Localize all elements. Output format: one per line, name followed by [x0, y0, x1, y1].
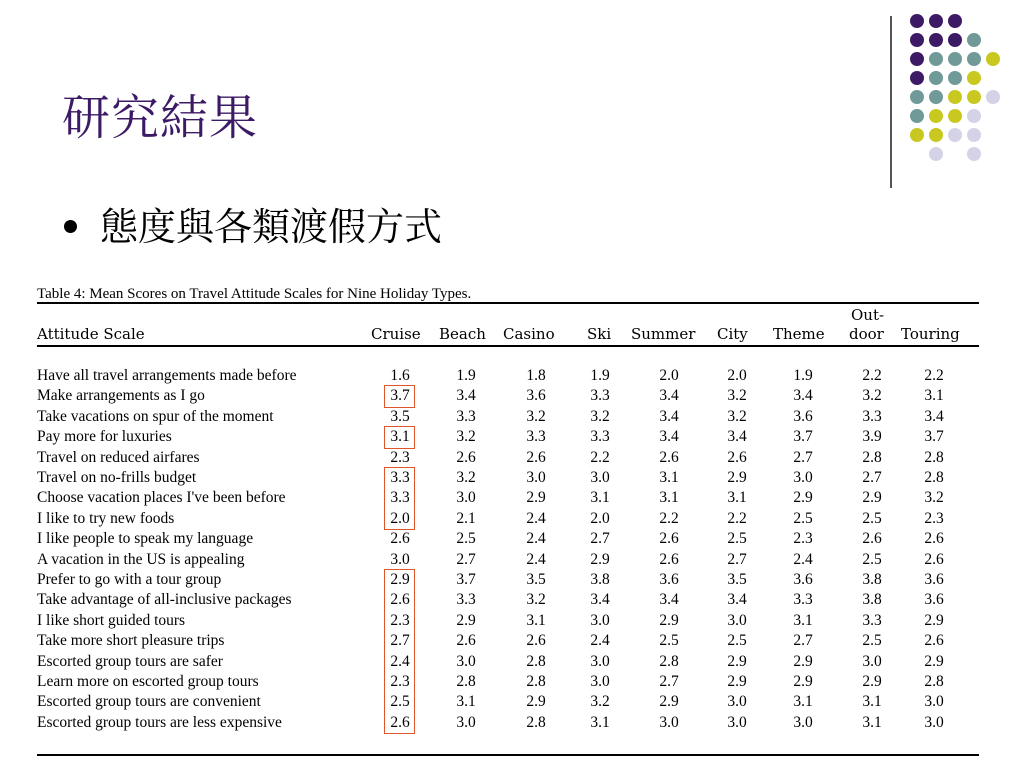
score-cell: 2.9 [793, 489, 813, 507]
score-cell: 3.2 [456, 469, 476, 486]
table-row [37, 386, 979, 406]
score-cell: 2.9 [390, 571, 410, 588]
score-cell: 2.3 [793, 530, 813, 548]
score-cell: 2.6 [456, 448, 476, 466]
score-cell: 2.5 [659, 632, 679, 650]
decorative-dot [929, 90, 943, 104]
score-cell: 3.1 [793, 611, 813, 629]
decorative-dot [948, 109, 962, 123]
table-row [37, 407, 979, 427]
score-cell: 2.2 [590, 448, 610, 466]
attitude-table [37, 303, 979, 763]
table-row [37, 427, 979, 447]
decorative-dot [929, 14, 943, 28]
attitude-scale-label: Take vacations on spur of the moment [37, 407, 274, 425]
score-cell: 3.0 [590, 611, 610, 629]
score-cell: 3.5 [526, 571, 546, 588]
attitude-scale-label: Learn more on escorted group tours [37, 673, 259, 690]
column-header: Attitude Scale [37, 325, 145, 343]
score-cell: 3.6 [924, 571, 944, 588]
score-cell: 3.3 [456, 591, 476, 609]
table-row [37, 692, 979, 712]
score-cell: 3.7 [390, 387, 410, 405]
score-cell: 2.7 [456, 550, 476, 568]
score-cell: 3.6 [659, 571, 679, 588]
score-cell: 2.5 [862, 550, 882, 568]
table-row [37, 590, 979, 610]
score-cell: 3.2 [456, 428, 476, 446]
score-cell: 2.0 [390, 509, 410, 527]
score-cell: 2.7 [793, 632, 813, 650]
score-cell: 3.1 [727, 489, 747, 507]
score-cell: 3.3 [526, 428, 546, 446]
score-cell: 3.2 [727, 407, 747, 425]
score-cell: 3.4 [659, 591, 679, 609]
score-cell: 2.8 [526, 713, 546, 731]
table-row [37, 652, 979, 672]
table-row [37, 488, 979, 508]
score-cell: 3.0 [924, 713, 944, 731]
decorative-dot [967, 128, 981, 142]
score-cell: 1.9 [590, 367, 610, 384]
score-cell: 2.8 [526, 673, 546, 690]
score-cell: 3.6 [793, 407, 813, 425]
title-divider [890, 16, 892, 188]
table-caption: Table 4: Mean Scores on Travel Attitude Scales for Nine Holiday Types. [37, 286, 472, 302]
score-cell: 3.1 [390, 428, 410, 446]
score-cell: 2.7 [793, 448, 813, 466]
score-cell: 3.0 [727, 611, 747, 629]
score-cell: 2.8 [924, 448, 944, 466]
decorative-dot [948, 90, 962, 104]
score-cell: 2.6 [659, 530, 679, 548]
attitude-scale-label: A vacation in the US is appealing [37, 550, 245, 568]
score-cell: 2.6 [456, 632, 476, 650]
score-cell: 3.4 [456, 387, 476, 405]
score-cell: 3.7 [456, 571, 476, 588]
score-cell: 2.9 [924, 611, 944, 629]
score-cell: 3.0 [590, 652, 610, 670]
score-cell: 3.3 [390, 489, 410, 507]
attitude-scale-label: Make arrangements as I go [37, 387, 205, 405]
score-cell: 3.3 [456, 407, 476, 425]
decorative-dot [910, 14, 924, 28]
score-cell: 3.1 [590, 713, 610, 731]
score-cell: 3.1 [590, 489, 610, 507]
attitude-scale-label: I like short guided tours [37, 611, 186, 629]
attitude-scale-label: Prefer to go with a tour group [37, 571, 222, 588]
score-cell: 2.7 [590, 530, 610, 548]
score-cell: 3.7 [793, 428, 813, 446]
score-cell: 2.9 [526, 693, 546, 711]
score-cell: 2.6 [390, 591, 410, 609]
decorative-dot [910, 52, 924, 66]
score-cell: 3.4 [659, 387, 679, 405]
decorative-dot [948, 14, 962, 28]
score-cell: 2.5 [390, 693, 410, 711]
decorative-dot [948, 33, 962, 47]
score-cell: 2.9 [924, 652, 944, 670]
score-cell: 2.3 [924, 509, 944, 527]
attitude-scale-label: Pay more for luxuries [37, 428, 172, 446]
score-cell: 2.7 [390, 632, 410, 650]
table-row [37, 570, 979, 590]
score-cell: 1.9 [456, 367, 476, 384]
score-cell: 2.6 [924, 550, 944, 568]
score-cell: 3.2 [924, 489, 944, 507]
score-cell: 2.9 [862, 489, 882, 507]
score-cell: 3.4 [590, 591, 610, 609]
score-cell: 2.0 [659, 367, 679, 384]
score-cell: 3.0 [526, 469, 546, 486]
column-header: door [849, 325, 884, 343]
score-cell: 3.1 [793, 693, 813, 711]
score-cell: 3.0 [793, 469, 813, 486]
score-cell: 3.0 [862, 652, 882, 670]
score-cell: 3.0 [456, 489, 476, 507]
score-cell: 2.9 [862, 673, 882, 690]
score-cell: 3.0 [590, 469, 610, 486]
score-cell: 2.8 [526, 652, 546, 670]
column-header: Cruise [371, 325, 421, 343]
score-cell: 3.0 [659, 713, 679, 731]
table-row [37, 468, 979, 488]
score-cell: 2.5 [456, 530, 476, 548]
score-cell: 2.3 [390, 448, 410, 466]
score-cell: 3.9 [862, 428, 882, 446]
score-cell: 2.1 [456, 509, 476, 527]
attitude-scale-label: Escorted group tours are safer [37, 652, 223, 670]
attitude-scale-label: Travel on no-frills budget [37, 469, 197, 486]
table-row [37, 631, 979, 651]
score-cell: 2.4 [526, 550, 546, 568]
table-row [37, 448, 979, 468]
decorative-dot [948, 71, 962, 85]
score-cell: 3.1 [526, 611, 546, 629]
score-cell: 3.5 [727, 571, 747, 588]
score-cell: 2.9 [526, 489, 546, 507]
score-cell: 2.3 [390, 673, 410, 690]
score-cell: 3.2 [862, 387, 882, 405]
score-cell: 3.4 [924, 407, 944, 425]
score-cell: 3.1 [924, 387, 944, 405]
score-cell: 2.6 [390, 713, 410, 731]
score-cell: 3.1 [659, 469, 679, 486]
score-cell: 3.7 [924, 428, 944, 446]
score-cell: 2.2 [862, 367, 882, 384]
attitude-scale-label: Escorted group tours are convenient [37, 693, 261, 711]
score-cell: 3.2 [590, 693, 610, 711]
score-cell: 3.8 [590, 571, 610, 588]
score-cell: 3.0 [456, 652, 476, 670]
score-cell: 2.6 [659, 448, 679, 466]
score-cell: 2.4 [526, 530, 546, 548]
score-cell: 2.5 [793, 509, 813, 527]
decorative-dot-grid [910, 14, 1010, 164]
decorative-dot [967, 33, 981, 47]
attitude-scale-label: Take more short pleasure trips [37, 632, 225, 650]
decorative-dot [967, 109, 981, 123]
decorative-dot [929, 52, 943, 66]
score-cell: 3.3 [862, 407, 882, 425]
score-cell: 3.0 [727, 713, 747, 731]
decorative-dot [967, 52, 981, 66]
score-cell: 3.6 [793, 571, 813, 588]
score-cell: 3.1 [659, 489, 679, 507]
score-cell: 2.6 [924, 632, 944, 650]
column-header: City [717, 325, 748, 343]
score-cell: 3.4 [659, 407, 679, 425]
decorative-dot [929, 147, 943, 161]
attitude-scale-label: Escorted group tours are less expensive [37, 713, 282, 731]
attitude-scale-label: Travel on reduced airfares [37, 448, 200, 466]
column-header: Theme [773, 325, 825, 343]
score-cell: 2.2 [659, 509, 679, 527]
score-cell: 2.9 [793, 652, 813, 670]
score-cell: 2.6 [924, 530, 944, 548]
score-cell: 3.0 [390, 550, 410, 568]
score-cell: 2.8 [659, 652, 679, 670]
score-cell: 3.3 [793, 591, 813, 609]
table-row [37, 713, 979, 733]
decorative-dot [967, 71, 981, 85]
score-cell: 2.8 [924, 673, 944, 690]
score-cell: 2.8 [862, 448, 882, 466]
score-cell: 3.3 [590, 387, 610, 405]
score-cell: 3.6 [924, 591, 944, 609]
score-cell: 3.4 [727, 591, 747, 609]
score-cell: 1.6 [390, 367, 410, 384]
score-cell: 2.5 [862, 509, 882, 527]
header-rule [37, 345, 979, 347]
score-cell: 3.4 [659, 428, 679, 446]
score-cell: 2.9 [793, 673, 813, 690]
attitude-scale-label: I like to try new foods [37, 509, 175, 527]
score-cell: 2.2 [924, 367, 944, 384]
column-header: Ski [587, 325, 612, 343]
score-cell: 2.4 [793, 550, 813, 568]
score-cell: 2.2 [727, 509, 747, 527]
score-cell: 2.4 [390, 652, 410, 670]
score-cell: 2.6 [390, 530, 410, 548]
score-cell: 2.8 [924, 469, 944, 486]
attitude-scale-label: Have all travel arrangements made before [37, 367, 297, 384]
table-row [37, 509, 979, 529]
bottom-rule [37, 754, 979, 756]
column-header: Beach [439, 325, 486, 343]
score-cell: 2.6 [862, 530, 882, 548]
decorative-dot [929, 109, 943, 123]
slide-title: 研究結果 [62, 90, 259, 146]
score-cell: 2.7 [659, 673, 679, 690]
column-header: Summer [631, 325, 696, 343]
score-cell: 2.6 [526, 632, 546, 650]
score-cell: 2.9 [727, 673, 747, 690]
column-header: Touring [901, 325, 960, 343]
score-cell: 2.0 [590, 509, 610, 527]
score-cell: 2.7 [727, 550, 747, 568]
decorative-dot [929, 128, 943, 142]
decorative-dot [948, 128, 962, 142]
bullet-text: 態度與各類渡假方式 [100, 205, 443, 249]
score-cell: 3.1 [862, 713, 882, 731]
score-cell: 1.8 [526, 367, 546, 384]
table-row [37, 529, 979, 549]
score-cell: 2.8 [456, 673, 476, 690]
score-cell: 3.0 [590, 673, 610, 690]
attitude-scale-label: Take advantage of all-inclusive packages [37, 591, 292, 609]
score-cell: 2.9 [590, 550, 610, 568]
column-header: Casino [503, 325, 555, 343]
score-cell: 3.2 [526, 407, 546, 425]
score-cell: 2.6 [526, 448, 546, 466]
score-cell: 3.1 [862, 693, 882, 711]
score-cell: 2.5 [727, 530, 747, 548]
score-cell: 2.6 [727, 448, 747, 466]
decorative-dot [967, 147, 981, 161]
score-cell: 3.4 [727, 428, 747, 446]
decorative-dot [910, 33, 924, 47]
table-row [37, 672, 979, 692]
score-cell: 3.0 [924, 693, 944, 711]
score-cell: 2.9 [659, 611, 679, 629]
score-cell: 3.2 [526, 591, 546, 609]
score-cell: 2.0 [727, 367, 747, 384]
score-cell: 1.9 [793, 367, 813, 384]
decorative-dot [910, 128, 924, 142]
table-row [37, 550, 979, 570]
score-cell: 3.0 [727, 693, 747, 711]
decorative-dot [967, 90, 981, 104]
score-cell: 3.2 [727, 387, 747, 405]
score-cell: 3.4 [793, 387, 813, 405]
score-cell: 2.5 [862, 632, 882, 650]
score-cell: 3.5 [390, 407, 410, 425]
table-row [37, 366, 979, 386]
score-cell: 2.6 [659, 550, 679, 568]
score-cell: 2.9 [727, 469, 747, 486]
score-cell: 2.9 [659, 693, 679, 711]
score-cell: 2.3 [390, 611, 410, 629]
decorative-dot [986, 52, 1000, 66]
decorative-dot [910, 90, 924, 104]
score-cell: 2.9 [727, 652, 747, 670]
score-cell: 3.8 [862, 571, 882, 588]
score-cell: 3.0 [793, 713, 813, 731]
attitude-scale-label: I like people to speak my language [37, 530, 254, 548]
score-cell: 2.5 [727, 632, 747, 650]
score-cell: 2.9 [456, 611, 476, 629]
table-row [37, 611, 979, 631]
score-cell: 3.3 [862, 611, 882, 629]
decorative-dot [948, 52, 962, 66]
decorative-dot [929, 33, 943, 47]
score-cell: 3.3 [390, 469, 410, 486]
decorative-dot [929, 71, 943, 85]
header-outdoor-top: Out- [851, 306, 885, 324]
score-cell: 3.6 [526, 387, 546, 405]
score-cell: 2.4 [526, 509, 546, 527]
score-cell: 2.7 [862, 469, 882, 486]
score-cell: 3.2 [590, 407, 610, 425]
attitude-scale-label: Choose vacation places I've been before [37, 489, 286, 507]
decorative-dot [910, 71, 924, 85]
score-cell: 2.4 [590, 632, 610, 650]
decorative-dot [910, 109, 924, 123]
score-cell: 3.8 [862, 591, 882, 609]
decorative-dot [986, 90, 1000, 104]
score-cell: 3.0 [456, 713, 476, 731]
bullet-icon [64, 220, 77, 233]
score-cell: 3.1 [456, 693, 476, 711]
score-cell: 3.3 [590, 428, 610, 446]
